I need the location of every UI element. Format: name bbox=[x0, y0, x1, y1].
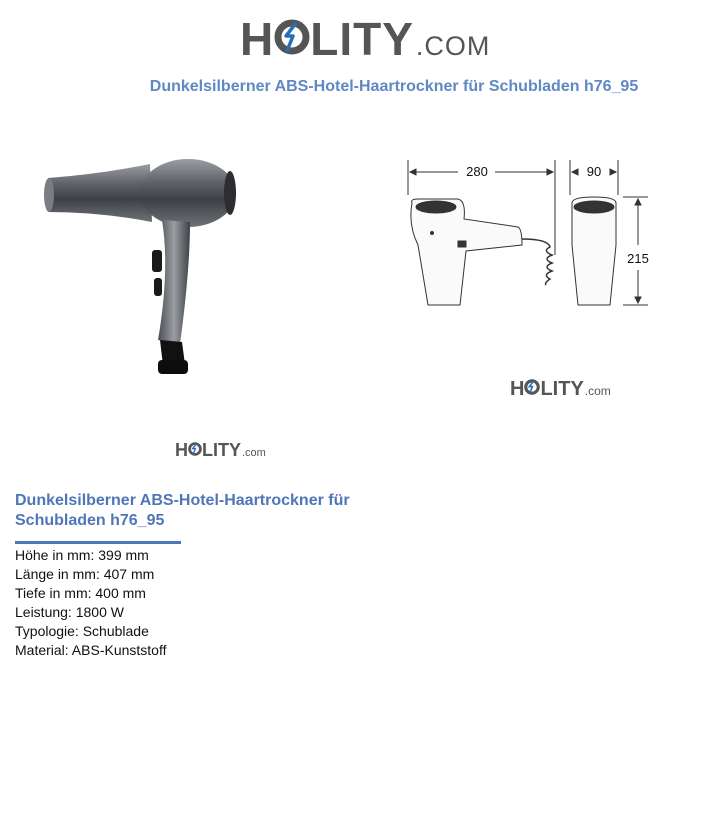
logo-domain: .com bbox=[584, 384, 611, 398]
logo-domain: .com bbox=[242, 447, 266, 459]
logo-letter-h: H bbox=[510, 378, 525, 400]
dimension-drawing bbox=[398, 155, 660, 315]
depth-dimension-label: 90 bbox=[586, 164, 602, 179]
photo-watermark-logo bbox=[175, 440, 266, 461]
spec-list bbox=[15, 546, 166, 660]
title-divider bbox=[15, 541, 181, 544]
height-dimension-label: 215 bbox=[627, 251, 649, 266]
spec-length: Länge in mm: 407 mm bbox=[15, 566, 155, 582]
hair-dryer-photo bbox=[40, 150, 250, 385]
page-title: Dunkelsilberner ABS-Hotel-Haartrockner für Schubladen h76_95 bbox=[149, 78, 639, 95]
logo-letters: LITY bbox=[202, 440, 241, 460]
logo-letters: LITY bbox=[310, 13, 414, 65]
spec-depth: Tiefe in mm: 400 mm bbox=[15, 585, 146, 601]
logo-ring-icon bbox=[188, 442, 202, 456]
drawing-watermark-logo bbox=[510, 378, 611, 401]
logo-domain: .COM bbox=[415, 31, 491, 61]
site-logo[interactable] bbox=[240, 12, 490, 66]
spec-type: Typologie: Schublade bbox=[15, 623, 149, 639]
spec-height: Höhe in mm: 399 mm bbox=[15, 547, 149, 563]
spec-material: Material: ABS-Kunststoff bbox=[15, 642, 167, 658]
spec-power: Leistung: 1800 W bbox=[15, 604, 124, 620]
logo-letter-h: H bbox=[175, 440, 188, 460]
logo-ring-icon bbox=[524, 379, 540, 395]
logo-letters: LITY bbox=[540, 378, 584, 400]
logo-letter-h: H bbox=[240, 13, 275, 65]
product-title: Dunkelsilberner ABS-Hotel-Haartrockner für Schubladen h76_95 bbox=[15, 492, 350, 529]
width-dimension-label: 280 bbox=[466, 164, 488, 179]
logo-ring-icon bbox=[274, 19, 310, 55]
